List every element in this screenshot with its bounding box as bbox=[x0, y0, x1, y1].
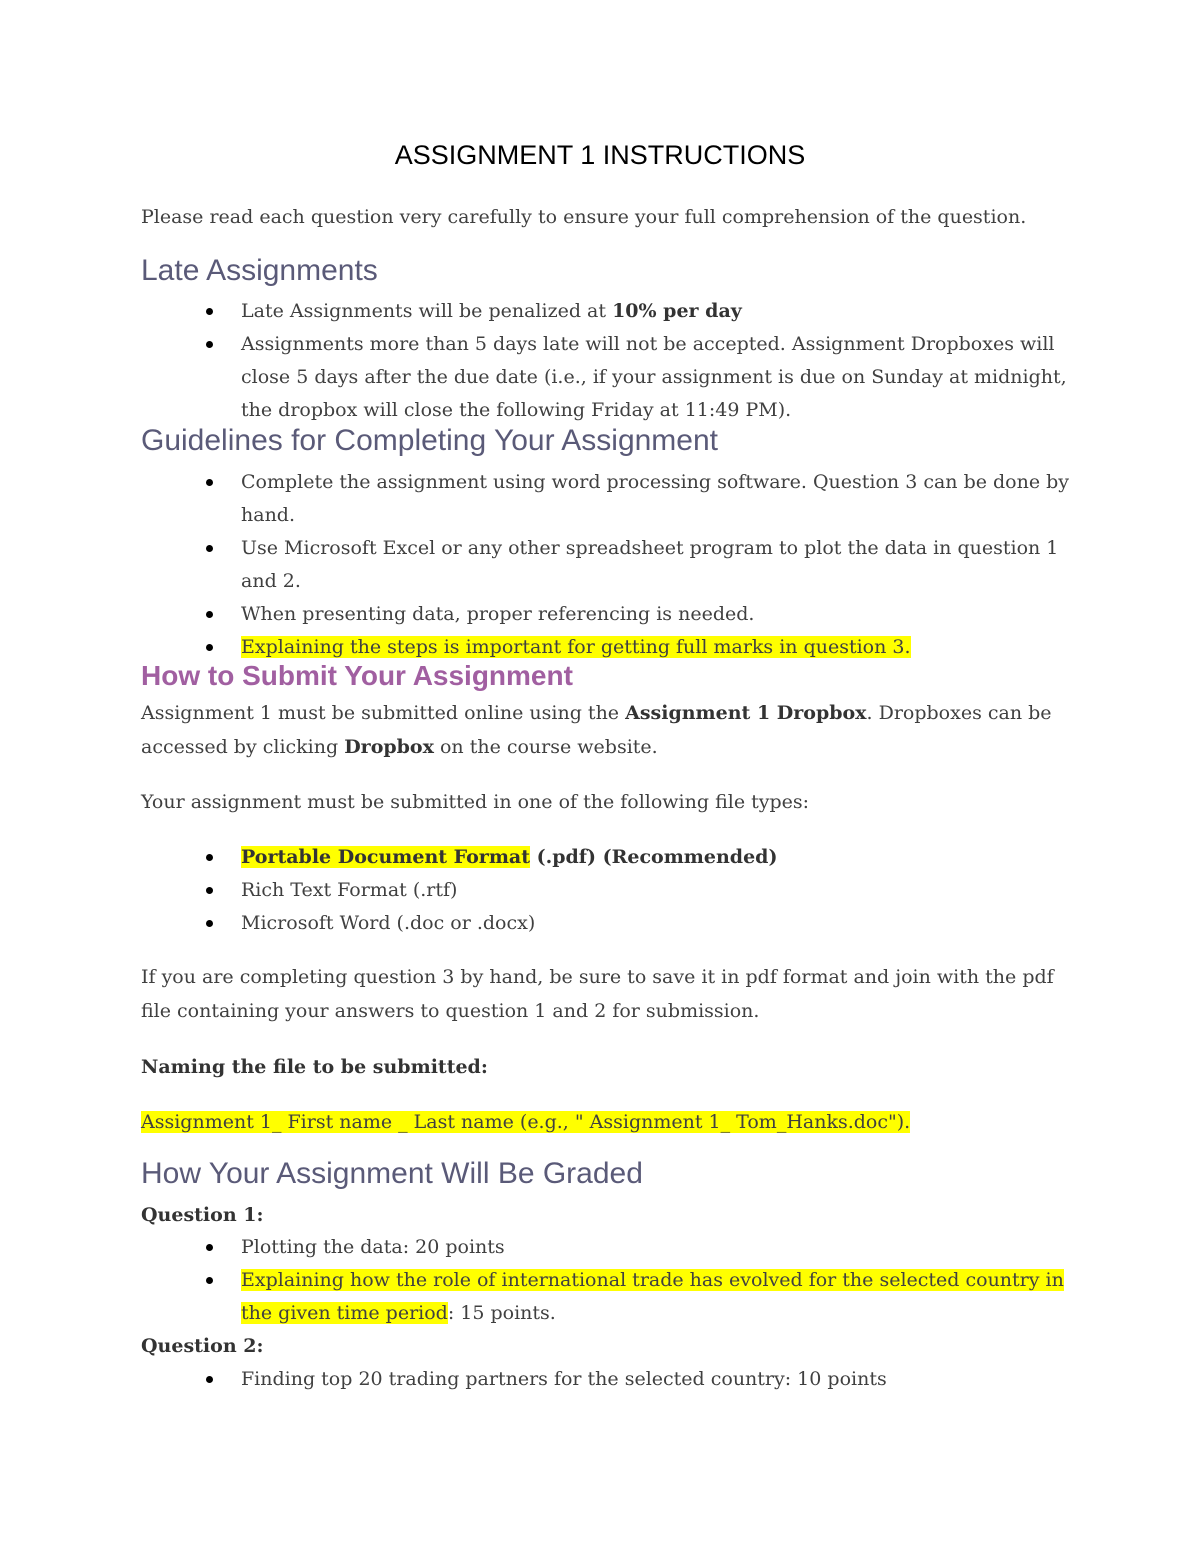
highlighted-text: Assignment 1_ First name _ Last name (e.g., " Assignment 1_ Tom_Hanks.doc"). bbox=[141, 1111, 911, 1133]
heading-how-graded: How Your Assignment Will Be Graded bbox=[141, 1157, 643, 1190]
hand-submission-line1: If you are completing question 3 by hand, be sure to save it in pdf format and join with the pdf bbox=[141, 966, 1054, 988]
heading-how-to-submit: How to Submit Your Assignment bbox=[141, 660, 573, 691]
page-title: ASSIGNMENT 1 INSTRUCTIONS bbox=[394, 140, 806, 170]
list-item: Complete the assignment using word processing software. Question 3 can be done by hand. bbox=[200, 466, 1080, 532]
list-item: Finding top 20 trading partners for the selected country: 10 points bbox=[200, 1363, 1080, 1396]
bullet-icon bbox=[206, 887, 213, 894]
bullet-icon bbox=[206, 1376, 213, 1383]
hand-submission-line2: file containing your answers to question 1 and 2 for submission. bbox=[141, 1000, 760, 1022]
heading-guidelines: Guidelines for Completing Your Assignment bbox=[141, 424, 719, 457]
bullet-icon bbox=[206, 644, 213, 651]
list-item: Use Microsoft Excel or any other spreadsheet program to plot the data in question 1 and 2. bbox=[200, 532, 1080, 598]
naming-example bbox=[141, 1106, 910, 1139]
file-types-list bbox=[200, 841, 1080, 940]
bullet-icon bbox=[206, 1244, 213, 1251]
question-1-label: Question 1: bbox=[141, 1204, 264, 1226]
question-2-list bbox=[200, 1363, 1080, 1396]
bullet-icon bbox=[206, 308, 213, 315]
bullet-icon bbox=[206, 854, 213, 861]
highlighted-text: Explaining the steps is important for getting full marks in question 3. bbox=[241, 636, 911, 658]
submit-paragraph-line2: accessed by clicking Dropbox on the course website. bbox=[141, 736, 658, 758]
list-item: Portable Document Format (.pdf) (Recommended) bbox=[200, 841, 1080, 874]
bullet-icon bbox=[206, 479, 213, 486]
bullet-icon bbox=[206, 1277, 213, 1284]
list-item: Microsoft Word (.doc or .docx) bbox=[200, 907, 1080, 940]
penalty-rate: 10% per day bbox=[612, 300, 742, 322]
list-item: Plotting the data: 20 points bbox=[200, 1231, 1080, 1264]
bullet-icon bbox=[206, 611, 213, 618]
list-item: Assignments more than 5 days late will not be accepted. Assignment Dropboxes will close 5 days after the due date (i.e., if your assignment is due on Sunday at midnight, the dropbox will close the following Friday at 11:49 PM). bbox=[200, 328, 1080, 427]
bullet-icon bbox=[206, 920, 213, 927]
dropbox-link-text: Dropbox bbox=[344, 736, 434, 758]
late-assignments-list bbox=[200, 295, 1080, 427]
question-1-list bbox=[200, 1231, 1080, 1330]
highlighted-text: Explaining how the role of international trade has evolved for the selected country in the given time period bbox=[241, 1269, 1064, 1324]
highlighted-text: Portable Document Format bbox=[241, 846, 531, 868]
bullet-icon bbox=[206, 545, 213, 552]
list-item: Rich Text Format (.rtf) bbox=[200, 874, 1080, 907]
file-types-intro: Your assignment must be submitted in one of the following file types: bbox=[141, 791, 810, 813]
list-item: Explaining how the role of international trade has evolved for the selected country in the given time period: 15 points. bbox=[200, 1264, 1080, 1330]
submit-paragraph-line1: Assignment 1 must be submitted online using the Assignment 1 Dropbox. Dropboxes can be bbox=[141, 702, 1052, 724]
list-item: Late Assignments will be penalized at 10% per day bbox=[200, 295, 1080, 328]
intro-paragraph: Please read each question very carefully to ensure your full comprehension of the question. bbox=[141, 206, 1027, 228]
list-item: When presenting data, proper referencing is needed. bbox=[200, 598, 1080, 631]
question-2-label: Question 2: bbox=[141, 1335, 264, 1357]
naming-label: Naming the file to be submitted: bbox=[141, 1056, 488, 1078]
dropbox-name: Assignment 1 Dropbox bbox=[625, 702, 867, 724]
heading-late-assignments: Late Assignments bbox=[141, 254, 378, 287]
guidelines-list bbox=[200, 466, 1080, 664]
bullet-icon bbox=[206, 341, 213, 348]
